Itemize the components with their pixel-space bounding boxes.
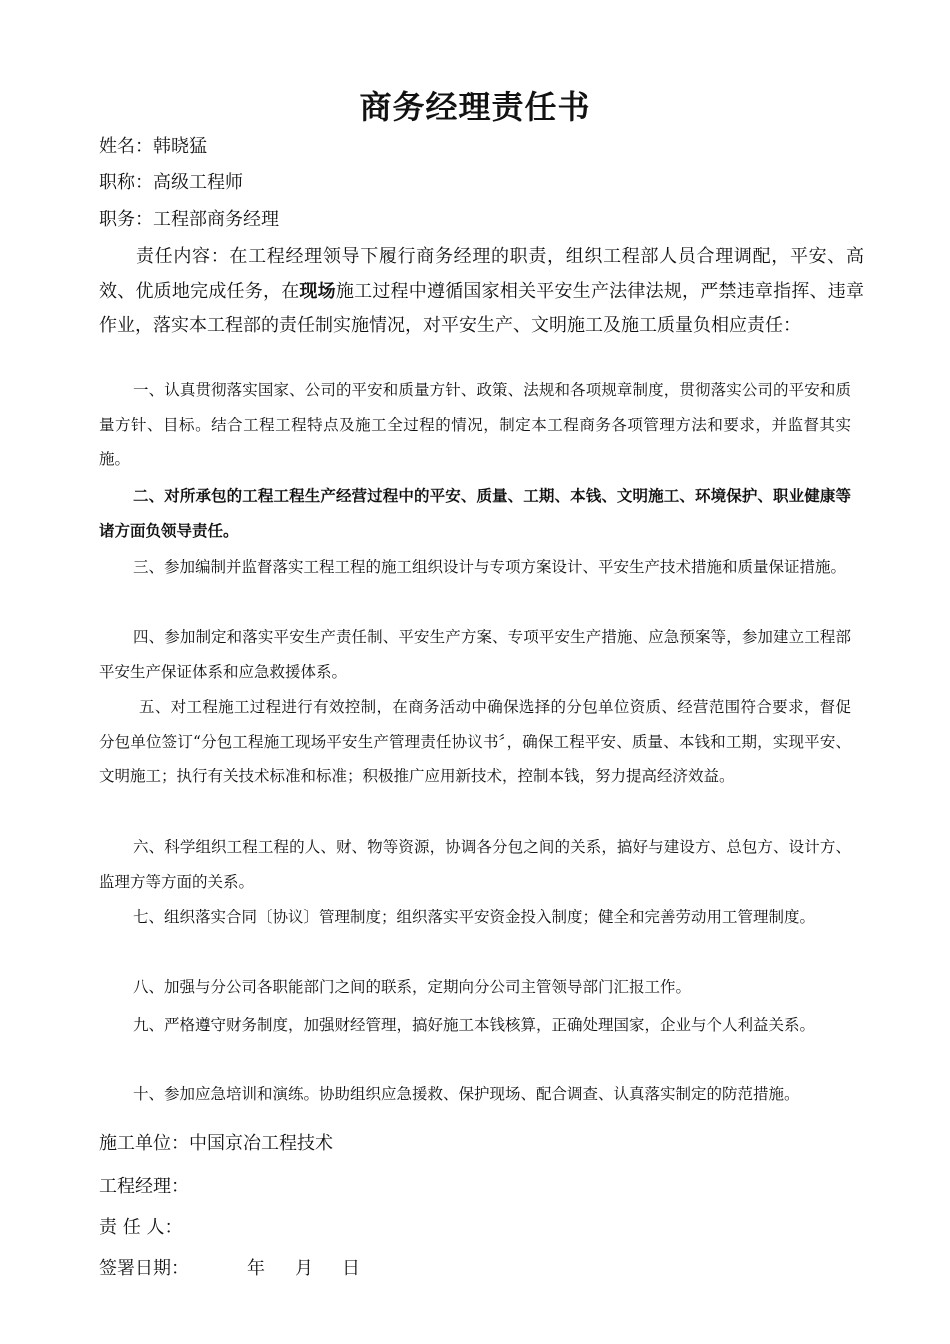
- clause-1: 一、认真贯彻落实国家、公司的平安和质量方针、政策、法规和各项规章制度，贯彻落实公司的平安和质量方针、目标。结合工程工程特点及施工全过程的情况，制定本工程商务各项管理方法和要求，并监督其实施。: [99, 381, 851, 468]
- signing-date-label: 签署日期：: [99, 1258, 189, 1279]
- intro-text-1: 责任内容：在工程经理领导下履行商务经理的职责，组织工程部人员合理调配，平安、高效、优质地完成任务，在: [99, 246, 864, 302]
- clause-7: 七、组织落实合同〔协议〕管理制度；组织落实平安资金投入制度；健全和完善劳动用工管理制度。: [133, 908, 816, 926]
- clause-8: 八、加强与分公司各职能部门之间的联系，定期向分公司主管领导部门汇报工作。: [133, 978, 692, 996]
- intro-text-2: 施工过程中遵循国家相关平安生产法律法规，严禁违章指挥、违章作业，落实本工程部的责任制实施情况，对平安生产、文明施工及施工质量负相应责任：: [99, 280, 865, 336]
- clause-2: 二、对所承包的工程工程生产经营过程中的平安、质量、工期、本钱、文明施工、环境保护、职业健康等诸方面负领导责任。: [99, 487, 851, 540]
- date-month: 月: [295, 1258, 313, 1279]
- construction-unit-line: 施工单位：中国京冶工程技术: [99, 1133, 333, 1154]
- responsible-person-line: 责 任 人：: [99, 1217, 183, 1238]
- responsibility-intro: [99, 240, 864, 344]
- intro-bold-text: 现场: [299, 280, 336, 302]
- clause-10: 十、参加应急培训和演练。协助组织应急援救、保护现场、配合调查、认真落实制定的防范措施。: [133, 1085, 800, 1103]
- name-line: 姓名：韩晓猛: [99, 136, 207, 157]
- position-line: 职务：工程部商务经理: [99, 209, 279, 230]
- clause-6: 六、科学组织工程工程的人、财、物等资源，协调各分包之间的关系，搞好与建设方、总包方、设计方、监理方等方面的关系。: [99, 838, 851, 891]
- project-manager-line: 工程经理：: [99, 1176, 189, 1197]
- clause-4: 四、参加制定和落实平安生产责任制、平安生产方案、专项平安生产措施、应急预案等，参加建立工程部平安生产保证体系和应急救援体系。: [99, 628, 851, 681]
- date-day: 日: [342, 1258, 360, 1279]
- clause-9: 九、严格遵守财务制度，加强财经管理，搞好施工本钱核算，正确处理国家，企业与个人利益关系。: [133, 1016, 816, 1034]
- document-title: 商务经理责任书: [359, 88, 591, 126]
- signing-date-line: [99, 1257, 360, 1281]
- clause-5: 五、对工程施工过程进行有效控制，在商务活动中确保选择的分包单位资质、经营范围符合要求，督促分包单位签订“分包工程施工现场平安生产管理责任协议书〞，确保工程平安、质量、本钱和工期，实现平安、文明施工；执行有关技术标准和标准；积极推广应用新技术，控制本钱，努力提高经济效益。: [99, 698, 851, 785]
- date-year: 年: [247, 1258, 265, 1279]
- clause-3: 三、参加编制并监督落实工程工程的施工组织设计与专项方案设计、平安生产技术措施和质量保证措施。: [133, 558, 847, 576]
- title-rank-line: 职称：高级工程师: [99, 172, 243, 193]
